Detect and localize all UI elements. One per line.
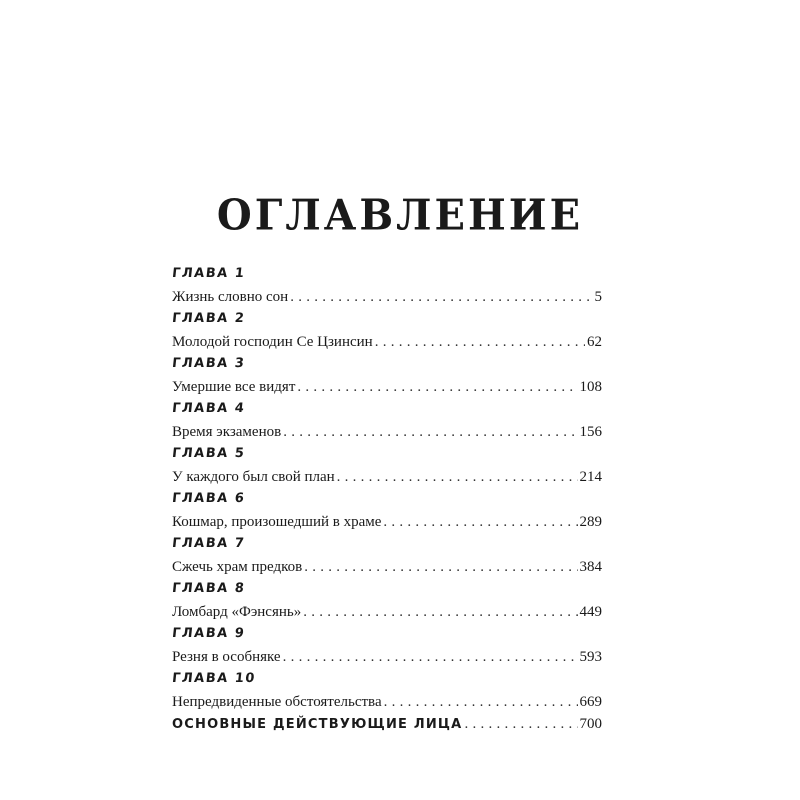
dot-leader [290, 286, 592, 309]
chapter-title: Жизнь словно сон [172, 288, 289, 305]
chapter-title: Сжечь храм предков [172, 558, 303, 575]
chapter-heading: ГЛАВА 10 [171, 671, 257, 686]
toc-entry[interactable] [172, 331, 602, 354]
dot-leader [337, 466, 578, 489]
dot-leader [297, 376, 577, 399]
page-number: 156 [579, 423, 602, 440]
dot-leader [283, 646, 578, 669]
page-number: 62 [587, 333, 602, 350]
toc-entry-appendix[interactable] [172, 713, 602, 736]
page-number: 669 [579, 693, 602, 710]
page-title: ОГЛАВЛЕНИЕ [216, 190, 584, 241]
page-number: 384 [579, 558, 602, 575]
dot-leader [304, 556, 577, 579]
page-number: 700 [579, 716, 602, 732]
chapter-heading: ГЛАВА 1 [171, 266, 247, 281]
dot-leader [283, 421, 577, 444]
toc-entry[interactable] [172, 466, 602, 489]
dot-leader [384, 691, 578, 714]
chapter-title: Кошмар, произошедший в храме [172, 513, 382, 530]
chapter-heading: ГЛАВА 3 [171, 356, 247, 371]
toc-entry[interactable] [172, 421, 602, 444]
chapter-title: Молодой господин Се Цзинсин [172, 333, 373, 350]
page-number: 449 [579, 603, 602, 620]
page-number: 289 [579, 513, 602, 530]
chapter-title: Непредвиденные обстоятельства [172, 693, 382, 710]
dot-leader [383, 511, 577, 534]
dot-leader [303, 601, 577, 624]
dot-leader [464, 713, 577, 736]
toc-entry[interactable] [172, 556, 602, 579]
chapter-title: Время экзаменов [172, 423, 282, 440]
toc-entry[interactable] [172, 376, 602, 399]
chapter-heading: ГЛАВА 6 [171, 491, 247, 506]
chapter-heading: ГЛАВА 2 [171, 311, 247, 326]
page-number: 5 [594, 288, 602, 305]
page-number: 214 [579, 468, 602, 485]
toc-entry[interactable] [172, 511, 602, 534]
toc-entry[interactable] [172, 691, 602, 714]
page-number: 593 [579, 648, 602, 665]
page-number: 108 [579, 378, 602, 395]
chapter-title: У каждого был свой план [172, 468, 335, 485]
chapter-heading: ГЛАВА 9 [171, 626, 247, 641]
chapter-heading: ГЛАВА 7 [171, 536, 247, 551]
chapter-title: Резня в особняке [172, 648, 281, 665]
toc-entry[interactable] [172, 601, 602, 624]
chapter-title: Ломбард «Фэнсянь» [172, 603, 302, 620]
appendix-title: ОСНОВНЫЕ ДЕЙСТВУЮЩИЕ ЛИЦА [172, 717, 463, 732]
toc-entry[interactable] [172, 286, 602, 309]
chapter-heading: ГЛАВА 8 [171, 581, 247, 596]
chapter-heading: ГЛАВА 5 [171, 446, 247, 461]
chapter-title: Умершие все видят [172, 378, 296, 395]
chapter-heading: ГЛАВА 4 [171, 401, 247, 416]
dot-leader [375, 331, 585, 354]
table-of-contents [172, 263, 602, 736]
toc-entry[interactable] [172, 646, 602, 669]
